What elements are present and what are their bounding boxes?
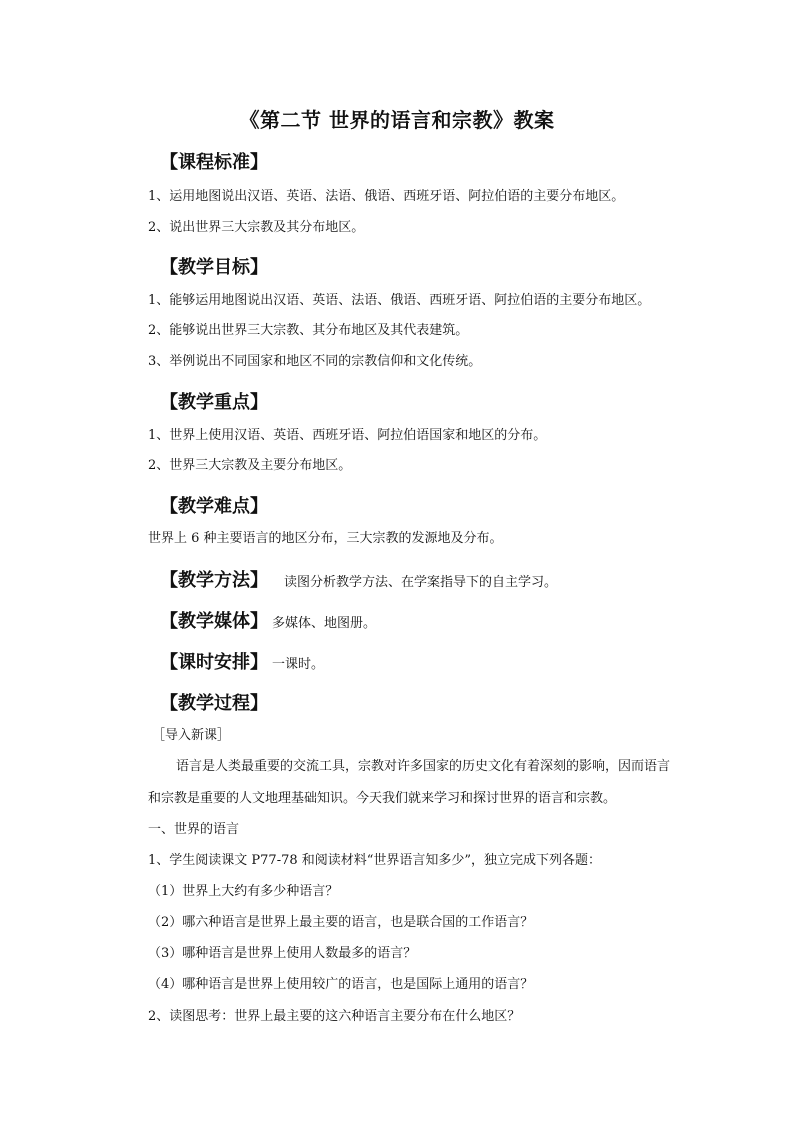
task-1: 1、学生阅读课文 P77-78 和阅读材料“世界语言知多少”，独立完成下列各题： (148, 853, 602, 868)
heading-methods (160, 566, 557, 592)
media-text: 多媒体、地图册。 (272, 616, 377, 631)
heading-curriculum: 【课程标准】 (160, 152, 268, 173)
heading-difficulties: 【教学难点】 (160, 496, 268, 517)
document-title: 《第二节 世界的语言和宗教》教案 (239, 108, 555, 132)
schedule-text: 一课时。 (272, 657, 325, 672)
heading-objectives: 【教学目标】 (160, 257, 268, 278)
objective-item-1: 1、能够运用地图说出汉语、英语、法语、俄语、西班牙语、阿拉伯语的主要分布地区。 (148, 293, 651, 308)
question-4: （4）哪种语言是世界上使用较广的语言，也是国际上通用的语言？ (148, 977, 534, 992)
intro-paragraph-line-2: 和宗教是重要的人文地理基础知识。今天我们就来学习和探讨世界的语言和宗教。 (148, 791, 617, 806)
methods-text: 读图分析教学方法、在学案指导下的自主学习。 (284, 575, 558, 590)
heading-key-points: 【教学重点】 (160, 392, 268, 413)
intro-paragraph-line-1: 语言是人类最重要的交流工具，宗教对许多国家的历史文化有着深刻的影响，因而语言 (176, 759, 671, 774)
curriculum-item-1: 1、运用地图说出汉语、英语、法语、俄语、西班牙语、阿拉伯语的主要分布地区。 (148, 189, 625, 204)
question-2: （2）哪六种语言是世界上最主要的语言，也是联合国的工作语言？ (148, 915, 534, 930)
key-point-item-1: 1、世界上使用汉语、英语、西班牙语、阿拉伯语国家和地区的分布。 (148, 428, 547, 443)
heading-process: 【教学过程】 (160, 693, 268, 714)
intro-label: ［导入新课］ (152, 728, 231, 743)
methods-heading-label: 【教学方法】 (160, 570, 268, 591)
media-heading-label: 【教学媒体】 (160, 611, 268, 632)
objective-item-3: 3、举例说出不同国家和地区不同的宗教信仰和文化传统。 (148, 354, 482, 369)
curriculum-item-2: 2、说出世界三大宗教及其分布地区。 (148, 220, 365, 235)
difficulties-text: 世界上 6 种主要语言的地区分布，三大宗教的发源地及分布。 (148, 531, 503, 546)
question-3: （3）哪种语言是世界上使用人数最多的语言？ (148, 946, 417, 961)
task-2: 2、读图思考：世界上最主要的这六种语言主要分布在什么地区？ (148, 1009, 521, 1024)
schedule-heading-label: 【课时安排】 (160, 652, 268, 673)
heading-media (160, 607, 376, 633)
part1-title: 一、世界的语言 (148, 822, 240, 837)
objective-item-2: 2、能够说出世界三大宗教、其分布地区及其代表建筑。 (148, 323, 469, 338)
heading-schedule (160, 648, 324, 674)
question-1: （1）世界上大约有多少种语言？ (148, 884, 339, 899)
key-point-item-2: 2、世界三大宗教及主要分布地区。 (148, 458, 352, 473)
